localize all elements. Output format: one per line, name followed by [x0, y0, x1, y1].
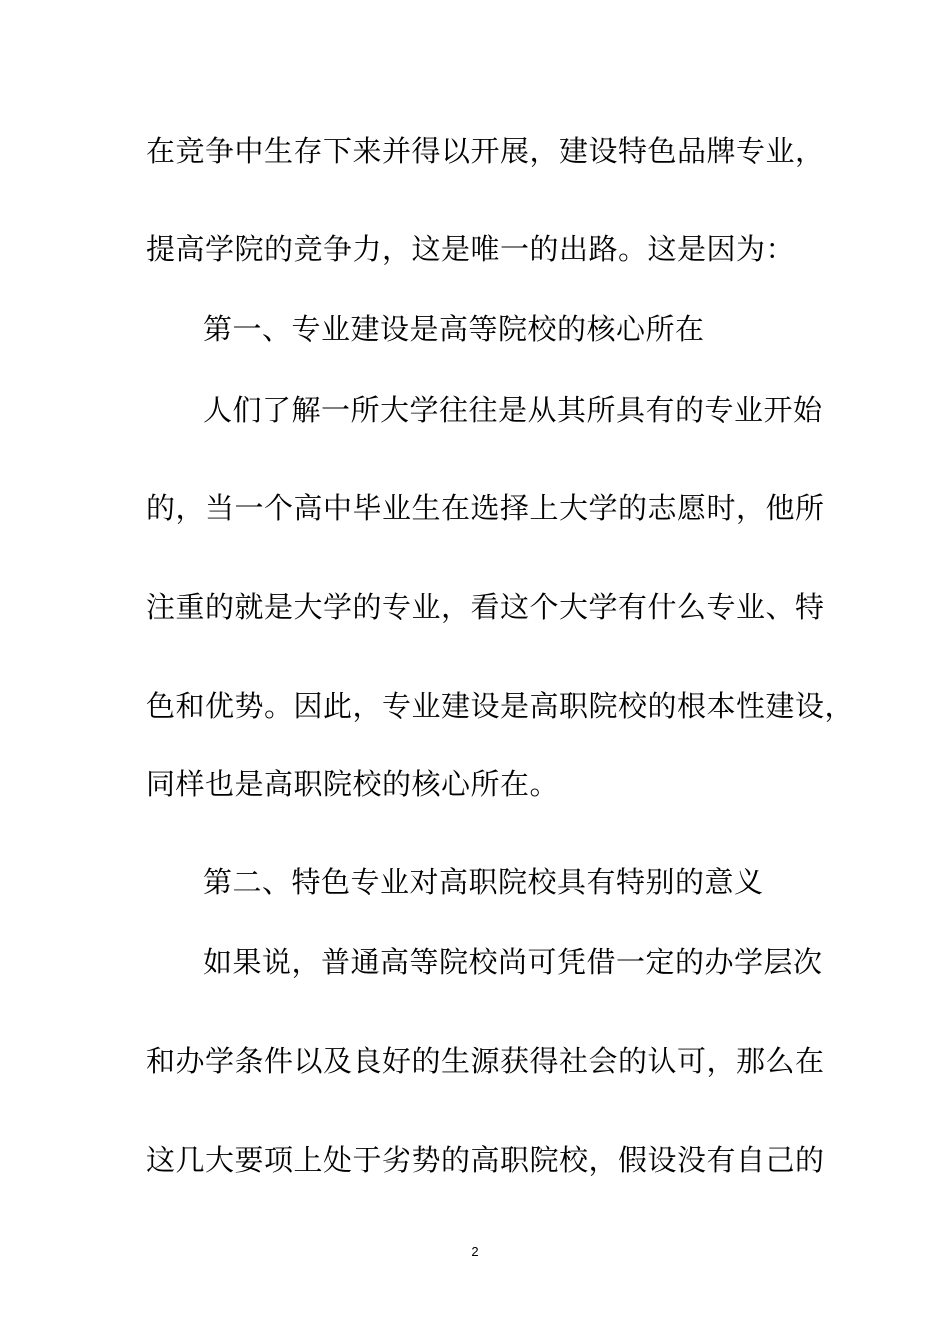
text-line-1: 在竞争中生存下来并得以开展，建设特色品牌专业，: [146, 134, 825, 168]
text-line-12: 这几大要项上处于劣势的高职院校，假设没有自己的: [146, 1143, 825, 1177]
text-line-4: 人们了解一所大学往往是从其所具有的专业开始: [203, 393, 823, 427]
text-line-2: 提高学院的竞争力，这是唯一的出路。这是因为：: [146, 232, 796, 266]
text-line-6: 注重的就是大学的专业，看这个大学有什么专业、特: [146, 590, 825, 624]
text-line-11: 和办学条件以及良好的生源获得社会的认可，那么在: [146, 1044, 825, 1078]
text-line-10: 如果说，普通高等院校尚可凭借一定的办学层次: [203, 945, 823, 979]
text-line-7: 色和优势。因此，专业建设是高职院校的根本性建设，: [146, 689, 855, 723]
text-line-5: 的，当一个高中毕业生在选择上大学的志愿时，他所: [146, 491, 825, 525]
section-heading-1: 第一、专业建设是高等院校的核心所在: [203, 312, 705, 346]
section-heading-2: 第二、特色专业对高职院校具有特别的意义: [203, 865, 764, 899]
page-number: 2: [471, 1244, 479, 1259]
text-line-8: 同样也是高职院校的核心所在。: [146, 767, 560, 801]
